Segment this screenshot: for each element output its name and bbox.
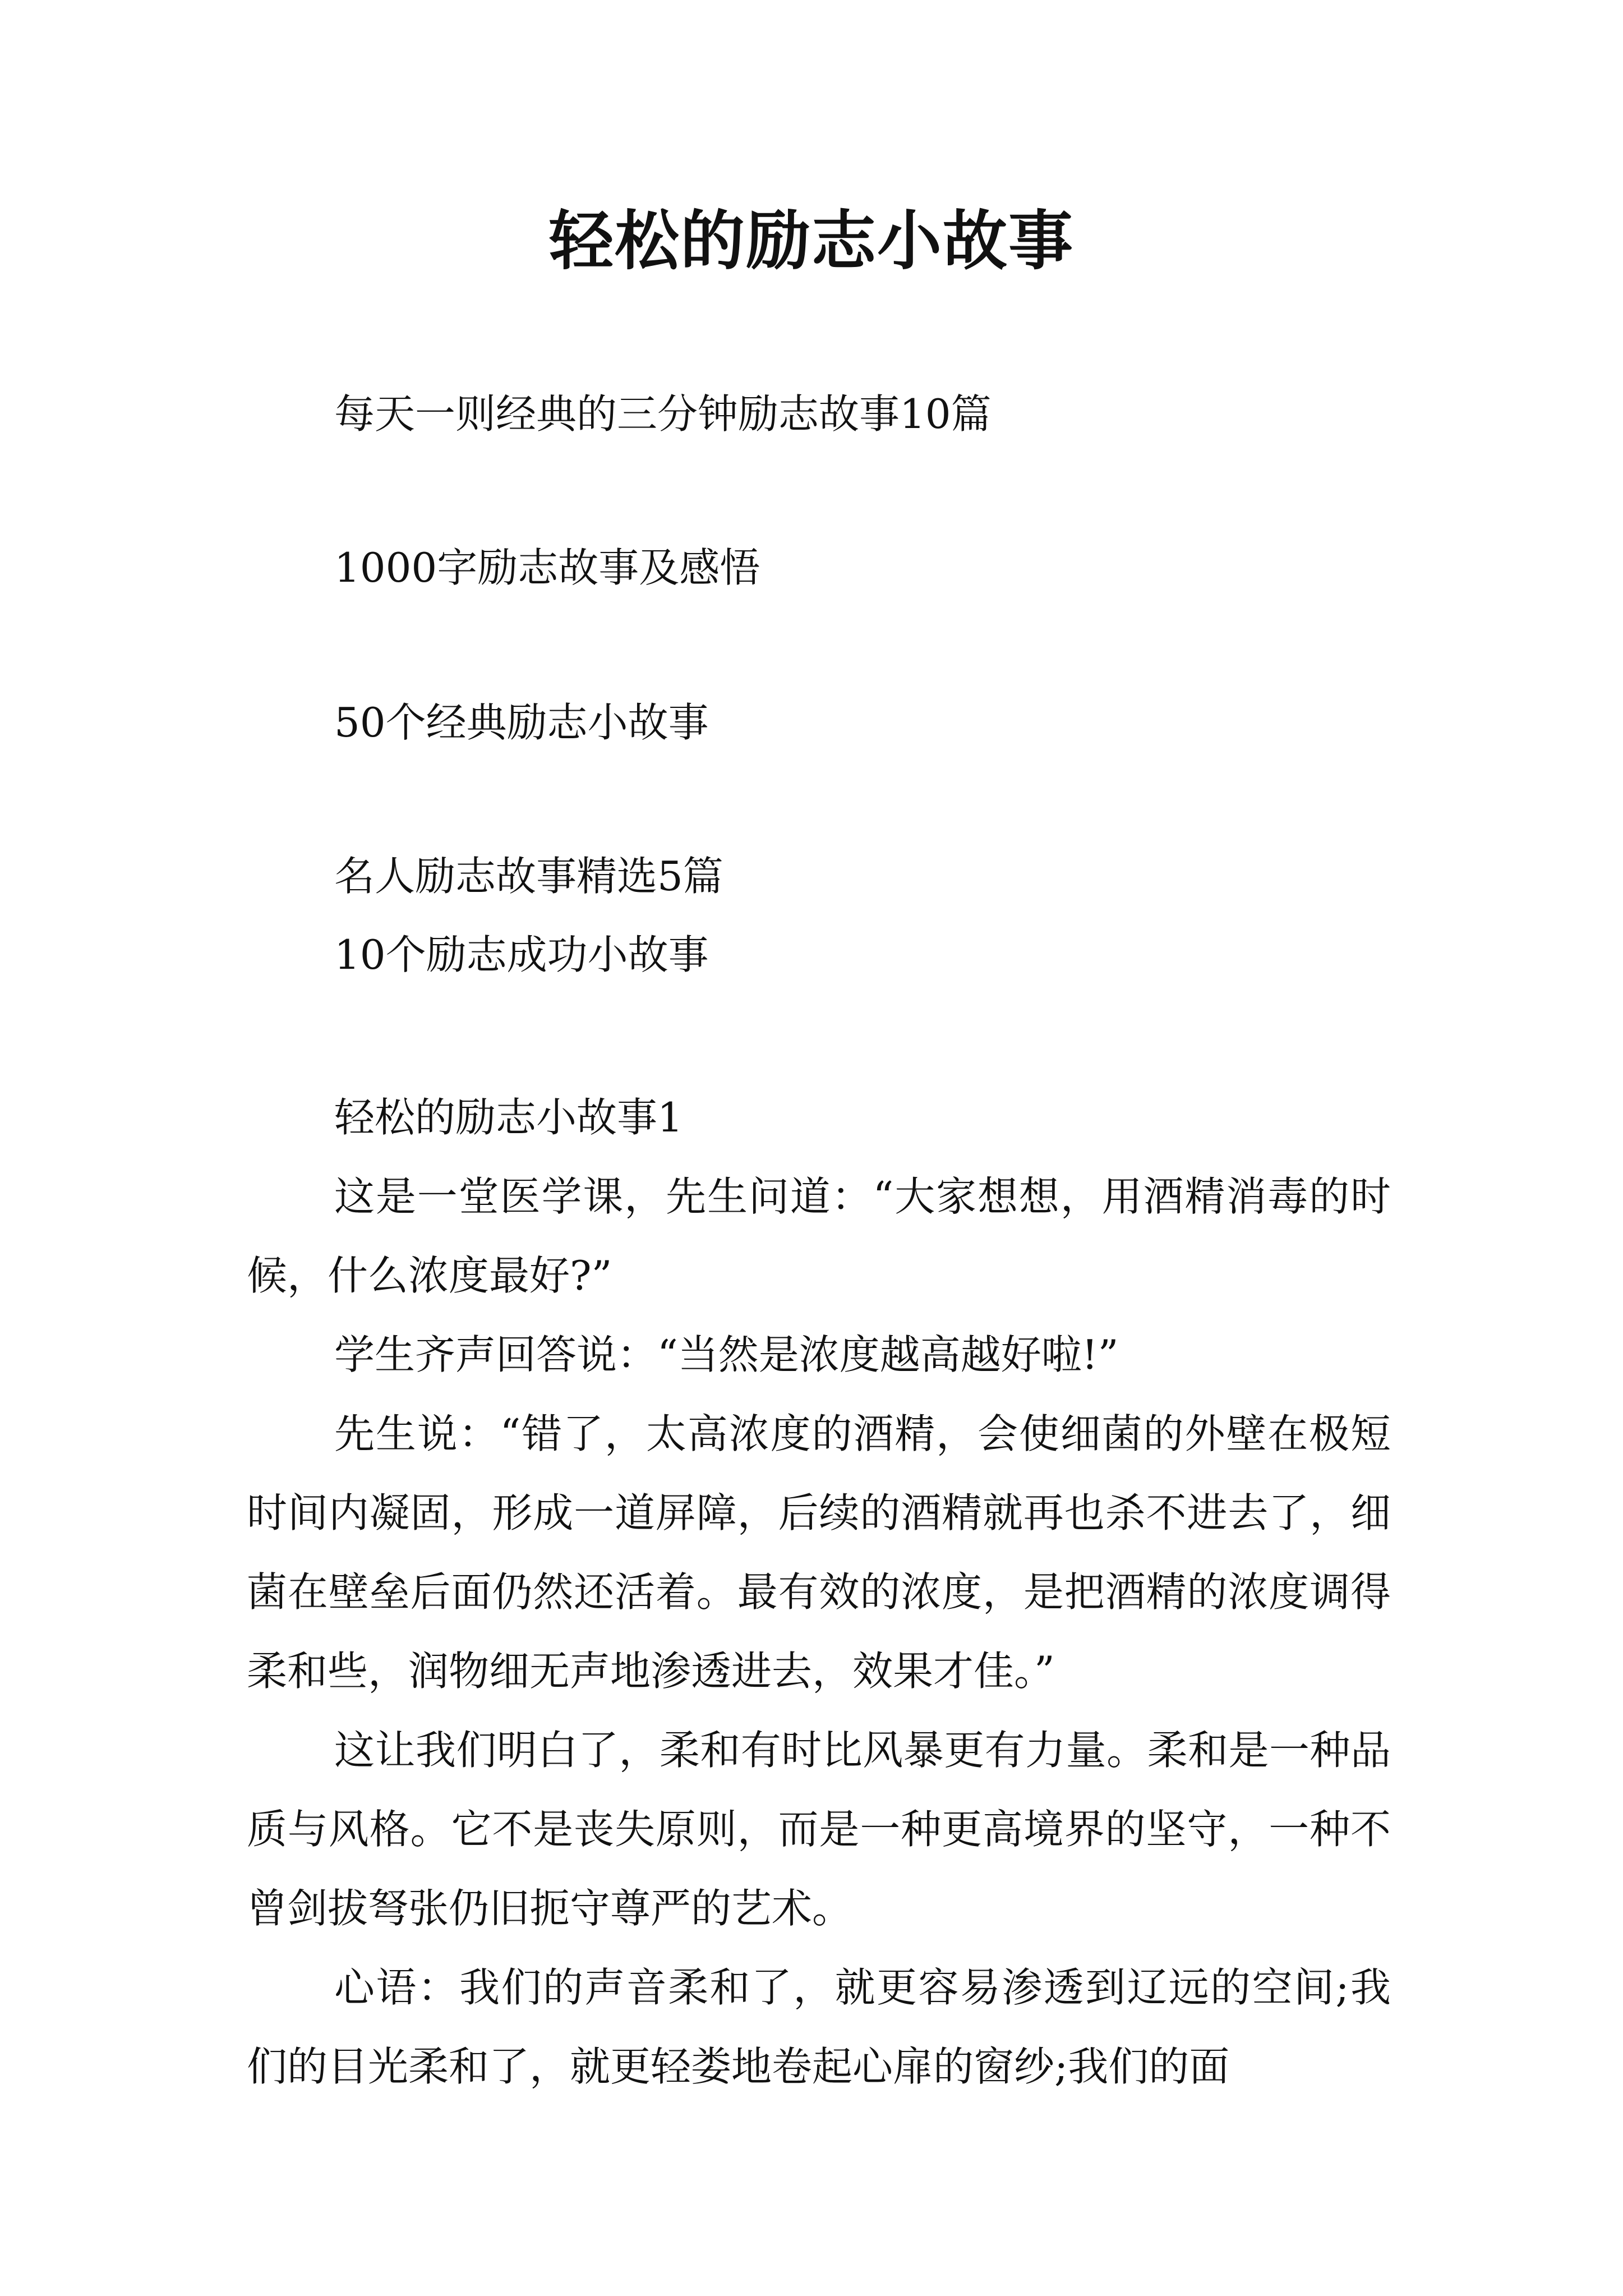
paragraph-5: 心语：我们的声音柔和了，就更容易渗透到辽远的空间;我们的目光柔和了，就更轻娄地卷起心扉的窗纱;我们的面 [247, 1964, 1391, 2090]
related-link-4[interactable]: 名人励志故事精选5篇 [334, 853, 723, 900]
related-link-2[interactable]: 1000字励志故事及感悟 [334, 544, 760, 591]
story-body [247, 1078, 1391, 2106]
paragraph-1: 这是一堂医学课，先生问道：“大家想想，用酒精消毒的时候，什么浓度最好?” [247, 1173, 1391, 1299]
related-link-1[interactable]: 每天一则经典的三分钟励志故事10篇 [334, 390, 992, 438]
related-link-3[interactable]: 50个经典励志小故事 [334, 699, 709, 746]
section-heading: 轻松的励志小故事1 [334, 1094, 683, 1141]
related-link-5[interactable]: 10个励志成功小故事 [334, 931, 709, 978]
paragraph-4: 这让我们明白了，柔和有时比风暴更有力量。柔和是一种品质与风格。它不是丧失原则，而是一种更高境界的坚守，一种不曾剑拔弩张仍旧扼守尊严的艺术。 [247, 1727, 1391, 1932]
paragraph-3: 先生说：“错了，太高浓度的酒精，会使细菌的外壁在极短时间内凝固，形成一道屏障，后续的酒精就再也杀不进去了，细菌在壁垒后面仍然还活着。最有效的浓度，是把酒精的浓度调得柔和些，润物细无声地渗透进去，效果才佳。” [247, 1410, 1391, 1695]
paragraph-2: 学生齐声回答说：“当然是浓度越高越好啦!” [334, 1331, 1119, 1378]
page-title: 轻松的励志小故事 [548, 203, 1074, 279]
